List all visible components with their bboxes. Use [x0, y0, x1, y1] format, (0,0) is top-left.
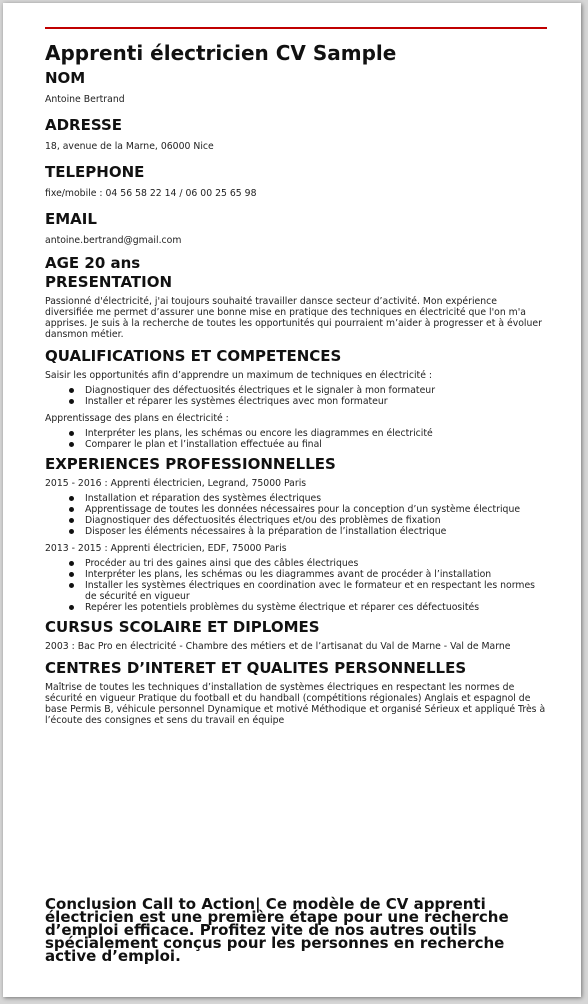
list-item: Diagnostiquer des défectuosités électriques et le signaler à mon formateur	[69, 385, 547, 396]
list-item: Installer les systèmes électriques en coordination avec le formateur et en respectant les normes de sécurité en vigueur	[69, 580, 547, 602]
experiences-heading: EXPERIENCES PROFESSIONNELLES	[45, 455, 336, 473]
job-2-title: 2013 - 2015 : Apprenti électricien, EDF, 75000 Paris	[45, 543, 287, 554]
job-2-list	[45, 558, 547, 613]
cursus-text: 2003 : Bac Pro en électricité - Chambre des métiers et de l’artisanat du Val de Marne - Val de Marne	[45, 641, 511, 652]
interets-heading: CENTRES D’INTERET ET QUALITES PERSONNELLES	[45, 659, 467, 677]
presentation-heading: PRESENTATION	[45, 273, 173, 291]
list-item: Disposer les éléments nécessaires à la préparation de l’installation électrique	[69, 526, 547, 537]
adresse-value: 18, avenue de la Marne, 06000 Nice	[45, 141, 214, 152]
list-item: Installer et réparer les systèmes électriques avec mon formateur	[69, 396, 547, 407]
adresse-heading: ADRESSE	[45, 116, 123, 134]
list-item: Apprentissage de toutes les données nécessaires pour la conception d’un système électrique	[69, 504, 547, 515]
list-item: Comparer le plan et l’installation effectuée au final	[69, 439, 547, 450]
qualifications-intro-1: Saisir les opportunités afin d’apprendre un maximum de techniques en électricité :	[45, 370, 433, 381]
qualifications-heading: QUALIFICATIONS ET COMPETENCES	[45, 347, 342, 365]
job-1-list	[45, 493, 547, 537]
list-item: Interpréter les plans, les schémas ou les diagrammes avant de procéder à l’installation	[69, 569, 547, 580]
telephone-heading: TELEPHONE	[45, 163, 145, 181]
qualifications-list-1	[45, 385, 547, 407]
cursus-heading: CURSUS SCOLAIRE ET DIPLOMES	[45, 618, 320, 636]
nom-value: Antoine Bertrand	[45, 94, 125, 105]
list-item: Diagnostiquer des défectuosités électriques et/ou des problèmes de fixation	[69, 515, 547, 526]
cv-page	[3, 3, 581, 997]
presentation-text: Passionné d'électricité, j'ai toujours souhaité travailler dansce secteur d’activité. Mon expérience diversifiée me permet d’assurer une bonne mise en pratique des techniques en électricité que l'on m'a apprises. Je suis à la recherche de toutes les opportunités qui pourraient m’aider à progresser et à évoluer dansmon métier.	[45, 296, 542, 340]
list-item: Installation et réparation des systèmes électriques	[69, 493, 547, 504]
cv-content	[45, 41, 547, 726]
email-heading: EMAIL	[45, 210, 97, 228]
call-to-action-text: Conclusion Call to Action| Ce modèle de CV apprenti électricien est une première étape pour une recherche d’emploi efficace. Profitez vite de nos autres outils spécialement conçus pour les personnes en recherche active d’emploi.	[45, 895, 509, 965]
job-1-title: 2015 - 2016 : Apprenti électricien, Legrand, 75000 Paris	[45, 478, 307, 489]
list-item: Repérer les potentiels problèmes du système électrique et réparer ces défectuosités	[69, 602, 547, 613]
cv-title: Apprenti électricien CV Sample	[45, 41, 397, 65]
email-value: antoine.bertrand@gmail.com	[45, 235, 182, 246]
qualifications-intro-2: Apprentissage des plans en électricité :	[45, 413, 229, 424]
list-item: Procéder au tri des gaines ainsi que des câbles électriques	[69, 558, 547, 569]
list-item: Interpréter les plans, les schémas ou encore les diagrammes en électricité	[69, 428, 547, 439]
interets-text: Maîtrise de toutes les techniques d’installation de systèmes électriques en respectant les normes de sécurité en vigueur Pratique du football et du handball (compétitions régionales) Anglais et espagnol de base Permis B, véhicule personnel Dynamique et motivé Méthodique et organisé Sérieux et appliqué Très à l’écoute des consignes et sens du travail en équipe	[45, 682, 546, 726]
qualifications-list-2	[45, 428, 547, 450]
telephone-value: fixe/mobile : 04 56 58 22 14 / 06 00 25 65 98	[45, 188, 257, 199]
header-rule	[45, 27, 547, 29]
age-heading: AGE 20 ans	[45, 254, 141, 272]
nom-heading: NOM	[45, 69, 86, 87]
